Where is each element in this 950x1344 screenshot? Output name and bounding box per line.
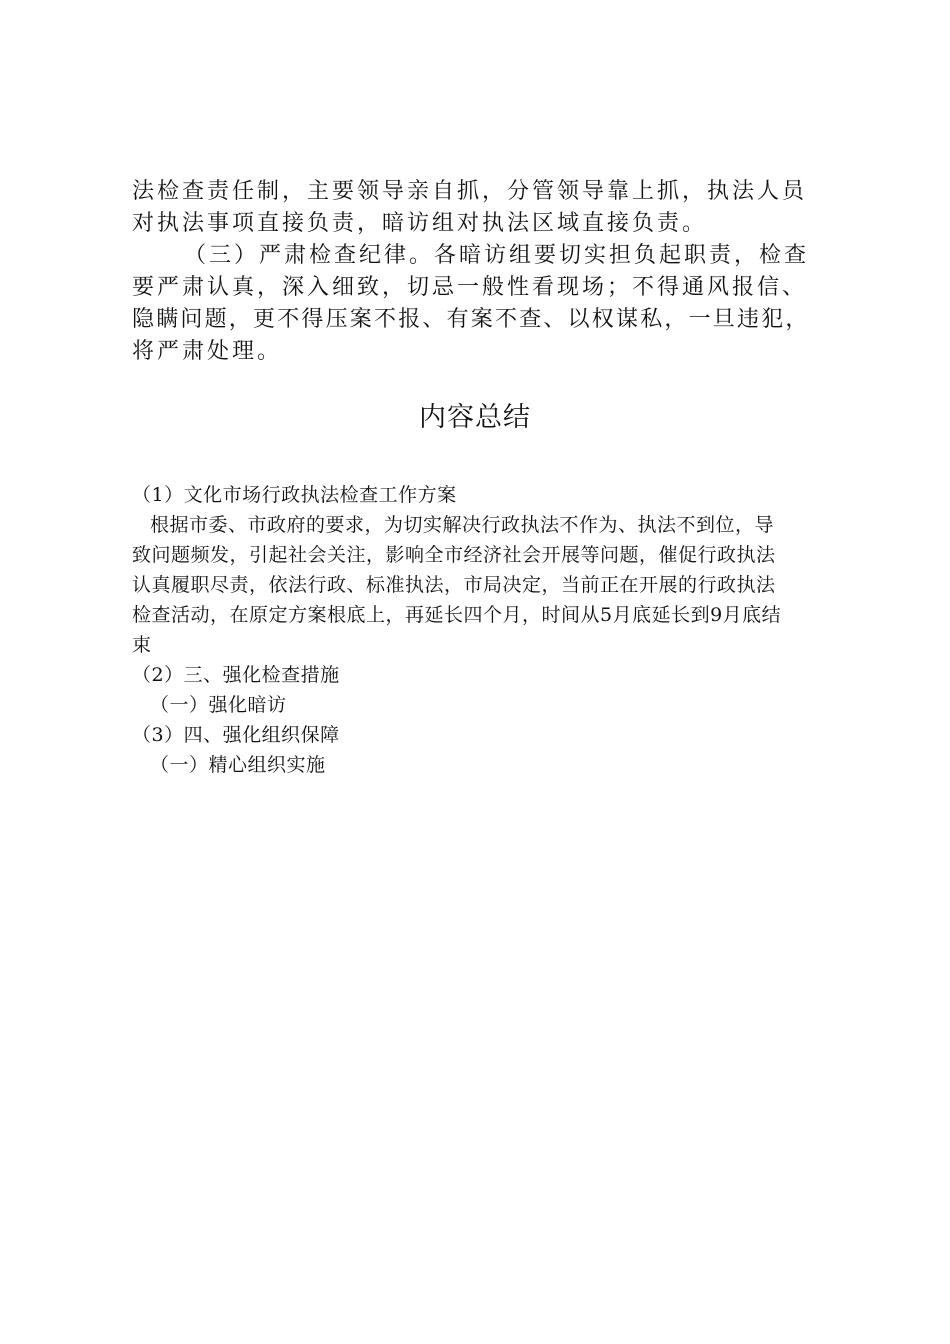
summary-item-heading: （2）三、强化检查措施 [132, 664, 340, 686]
body-line: 隐瞒问题，更不得压案不报、有案不查、以权谋私，一旦违犯， [132, 307, 810, 332]
summary-title: 内容总结 [419, 402, 531, 433]
body-line: 要严肃认真，深入细致，切忌一般性看现场；不得通风报信、 [132, 275, 808, 300]
summary-paragraph-line: 根据市委、市政府的要求，为切实解决行政执法不作为、执法不到位，导 [150, 514, 775, 536]
body-line: 法检查责任制，主要领导亲自抓，分管领导靠上抓，执法人员 [132, 179, 808, 204]
summary-paragraph-line: 致问题频发，引起社会关注，影响全市经济社会开展等问题，催促行政执法 [132, 544, 776, 566]
body-line: 将严肃处理。 [132, 339, 283, 364]
summary-subitem: （一）强化暗访 [150, 694, 287, 716]
body-line: 对执法事项直接负责，暗访组对执法区域直接负责。 [132, 211, 708, 236]
summary-paragraph-line: 认真履职尽责，依法行政、标准执法，市局决定，当前正在开展的行政执法 [132, 574, 776, 596]
body-line: （三）严肃检查纪律。各暗访组要切实担负起职责，检查 [184, 243, 810, 268]
summary-item-heading: （3）四、强化组织保障 [132, 724, 340, 746]
summary-paragraph-line: 检查活动，在原定方案根底上，再延长四个月，时间从5月底延长到9月底结 [132, 604, 782, 626]
summary-paragraph-line: 束 [132, 634, 152, 656]
summary-subitem: （一）精心组织实施 [150, 754, 326, 776]
summary-item-heading: （1）文化市场行政执法检查工作方案 [132, 484, 457, 506]
